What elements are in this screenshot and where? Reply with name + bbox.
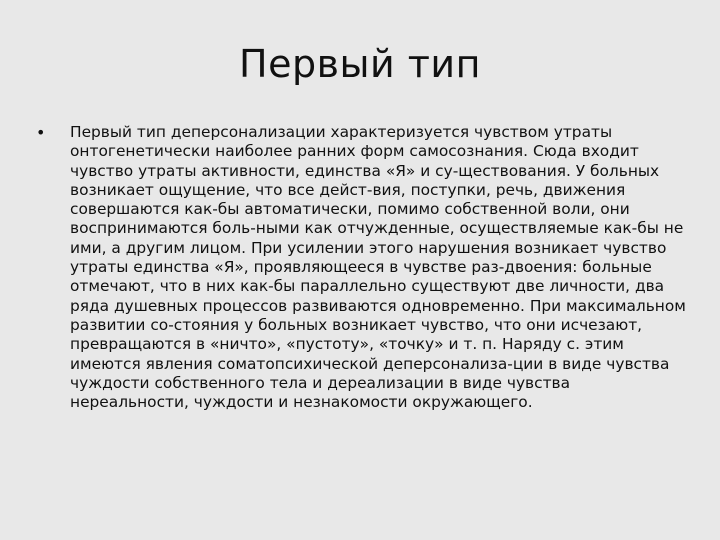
bullet-item bbox=[36, 123, 686, 412]
bullet-marker: • bbox=[36, 123, 46, 142]
slide-title: Первый тип bbox=[239, 42, 481, 86]
bullet-text: Первый тип деперсонализации характеризуется чувством утраты онтогенетически наиболее ранних форм самосознания. Сюда входит чувство утраты активности, единства «Я» и су-ществования. У больных возникает ощущение, что все дейст-вия, поступки, речь, движения совершаются как-бы автоматически, помимо собственной воли, они воспринимаются боль-ными как отчужденные, осуществляемые как-бы не ими, а другим лицом. При усилении этого нарушения возникает чувство утраты единства «Я», проявляющееся в чувстве раз-двоения: больные отмечают, что в них как-бы параллельно существуют две личности, два ряда душевных процессов развиваются одновременно. При максимальном развитии со-стояния у больных возникает чувство, что они исчезают, превращаются в «ничто», «пустоту», «точку» и т. п. Наряду с. этим имеются явления соматопсихической деперсонализа-ции в виде чувства чуждости собственного тела и дереализации в виде чувства нереальности, чуждости и незнакомости окружающего. bbox=[70, 123, 686, 412]
slide-content bbox=[36, 123, 686, 412]
